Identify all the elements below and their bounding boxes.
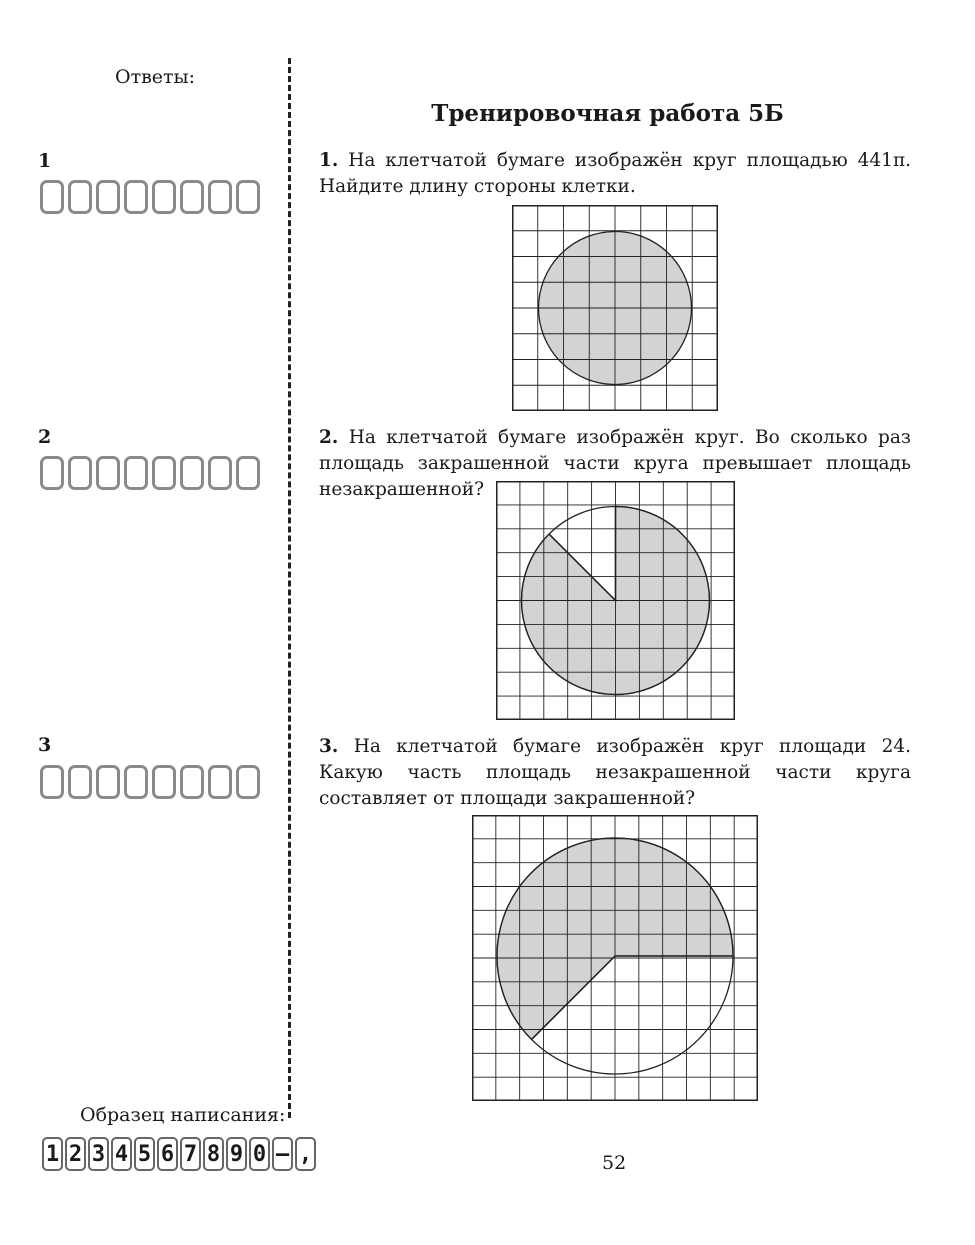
answer-cell[interactable]: [124, 456, 148, 490]
sample-digit: 4: [111, 1137, 132, 1171]
sample-digit: 3: [88, 1137, 109, 1171]
answer-cell[interactable]: [236, 765, 260, 799]
answer-boxes-3[interactable]: [40, 765, 264, 799]
problem-3-text: [319, 734, 911, 812]
answer-number-3: 3: [38, 734, 52, 756]
answer-cell[interactable]: [236, 456, 260, 490]
answer-cell[interactable]: [96, 456, 120, 490]
sample-digits: [42, 1137, 318, 1171]
answer-boxes-2[interactable]: [40, 456, 264, 490]
answer-cell[interactable]: [68, 765, 92, 799]
answer-cell[interactable]: [96, 765, 120, 799]
answer-cell[interactable]: [236, 180, 260, 214]
problem-statement: На клетчатой бумаге изображён круг площади 24. Какую часть площадь незакрашенной части круга составляет от площади закрашенной?: [319, 736, 911, 809]
figure-3-grid: [472, 815, 758, 1101]
problem-number: 3.: [319, 736, 339, 757]
answer-cell[interactable]: [152, 765, 176, 799]
sample-digit: 8: [203, 1137, 224, 1171]
answer-cell[interactable]: [180, 765, 204, 799]
answer-cell[interactable]: [208, 456, 232, 490]
sample-digit: –: [272, 1137, 293, 1171]
answer-number-1: 1: [38, 150, 52, 172]
problem-number: 1.: [319, 150, 339, 171]
problem-number: 2.: [319, 427, 339, 448]
answer-cell[interactable]: [208, 180, 232, 214]
sample-digit: 6: [157, 1137, 178, 1171]
answer-cell[interactable]: [180, 180, 204, 214]
answer-boxes-1[interactable]: [40, 180, 264, 214]
answer-number-2: 2: [38, 426, 52, 448]
answer-cell[interactable]: [40, 456, 64, 490]
answer-cell[interactable]: [96, 180, 120, 214]
answers-header: Ответы:: [115, 66, 196, 88]
figure-3-grid-circle: [472, 815, 758, 1101]
answer-cell[interactable]: [40, 765, 64, 799]
answer-cell[interactable]: [68, 180, 92, 214]
sample-digit: ,: [295, 1137, 316, 1171]
problem-statement: На клетчатой бумаге изображён круг. Во сколько раз площадь закрашенной части круга превышает площадь незакрашенной?: [319, 427, 911, 500]
answer-cell[interactable]: [208, 765, 232, 799]
problem-statement: На клетчатой бумаге изображён круг площадью 441π. Найдите длину стороны клетки.: [319, 150, 911, 197]
column-divider: [288, 58, 291, 1118]
answer-cell[interactable]: [68, 456, 92, 490]
sample-digit: 9: [226, 1137, 247, 1171]
page-title: Тренировочная работа 5Б: [431, 100, 784, 127]
sample-digit: 5: [134, 1137, 155, 1171]
problem-1-text: [319, 148, 911, 200]
page-number: 52: [602, 1152, 627, 1174]
sample-digit: 2: [65, 1137, 86, 1171]
figure-1-grid-overlay: [512, 205, 718, 411]
answer-cell[interactable]: [152, 456, 176, 490]
sample-digit: 0: [249, 1137, 270, 1171]
answer-cell[interactable]: [180, 456, 204, 490]
sample-digit: 7: [180, 1137, 201, 1171]
answer-cell[interactable]: [152, 180, 176, 214]
figure-2-grid-circle: [496, 481, 735, 720]
answer-cell[interactable]: [124, 765, 148, 799]
figure-1-grid-circle: [512, 205, 718, 411]
answer-cell[interactable]: [40, 180, 64, 214]
sample-digit: 1: [42, 1137, 63, 1171]
sample-label: Образец написания:: [80, 1104, 286, 1126]
answer-cell[interactable]: [124, 180, 148, 214]
